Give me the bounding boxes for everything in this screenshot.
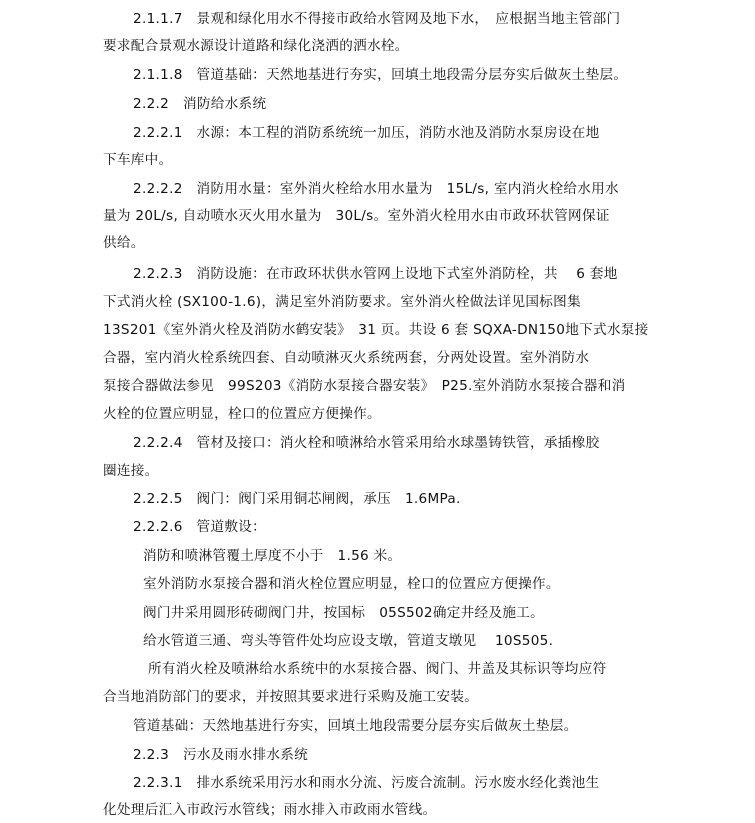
text-line: 量为 20L/s, 自动喷水灭火用水量为 30L/s。室外消火栓用水由市政环状管网保证 (103, 208, 610, 224)
text-line: 2.1.1.7 景观和绿化用水不得接市政给水管网及地下水， 应根据当地主管部门 (133, 11, 621, 27)
text-line: 2.2.2.4 管材及接口：消火栓和喷淋给水管采用给水球墨铸铁管，承插橡胶 (133, 435, 600, 451)
text-line: 2.2.2.3 消防设施：在市政环状供水管网上设地下式室外消防栓，共 6 套地 (133, 266, 618, 282)
text-line: 合器，室内消火栓系统四套、自动喷淋灭火系统两套，分两处设置。室外消防水 (103, 350, 590, 366)
text-line: 消防和喷淋管覆土厚度不小于 1.56 米。 (143, 548, 402, 564)
section-heading: 2.2.2 消防给水系统 (133, 96, 267, 112)
text-line: 合当地消防部门的要求，并按照其要求进行采购及施工安装。 (103, 689, 479, 705)
text-line: 下车库中。 (103, 152, 173, 168)
text-line: 2.2.2.2 消防用水量：室外消火栓给水用水量为 15L/s, 室内消火栓给水用水 (133, 181, 619, 197)
text-line: 管道基础：天然地基进行夯实，回填土地段需要分层夯实后做灰土垫层。 (133, 718, 578, 734)
text-line: 下式消火栓 (SX100-1.6)，满足室外消防要求。室外消火栓做法详见国标图集 (103, 294, 581, 310)
text-line: 阀门井采用圆形砖砌阀门井，按国标 05S502确定井经及施工。 (143, 605, 545, 621)
text-line: 泵接合器做法参见 99S203《消防水泵接合器安装》 P25.室外消防水泵接合器和消 (103, 378, 626, 394)
text-line: 2.1.1.8 管道基础：天然地基进行夯实，回填土地段需分层夯实后做灰土垫层。 (133, 67, 628, 83)
text-line: 火栓的位置应明显，栓口的位置应方便操作。 (103, 406, 381, 422)
text-line: 供给。 (103, 235, 145, 251)
text-line: 2.2.2.5 阀门：阀门采用铜芯闸阀，承压 1.6MPa. (133, 491, 461, 507)
text-line: 给水管道三通、弯头等管件处均应设支墩，管道支墩见 10S505. (143, 633, 554, 649)
text-line: 要求配合景观水源设计道路和绿化浇洒的洒水栓。 (103, 38, 409, 54)
text-line: 2.2.3.1 排水系统采用污水和雨水分流、污废合流制。污水废水经化粪池生 (133, 775, 600, 791)
text-line: 圈连接。 (103, 463, 159, 479)
text-line: 13S201《室外消火栓及消防水鹤安装》 31 页。共设 6 套 SQXA-DN150地下式水泵接 (103, 322, 649, 338)
section-heading: 2.2.3 污水及雨水排水系统 (133, 747, 309, 763)
text-line: 2.2.2.1 水源：本工程的消防系统统一加压，消防水池及消防水泵房设在地 (133, 125, 600, 141)
text-line: 2.2.2.6 管道敷设： (133, 519, 267, 535)
text-line: 室外消防水泵接合器和消火栓位置应明显，栓口的位置应方便操作。 (143, 576, 560, 592)
text-line: 化处理后汇入市政污水管线；雨水排入市政雨水管线。 (103, 802, 437, 818)
text-line: 所有消火栓及喷淋给水系统中的水泵接合器、阀门、井盖及其标识等均应符 (148, 661, 607, 677)
